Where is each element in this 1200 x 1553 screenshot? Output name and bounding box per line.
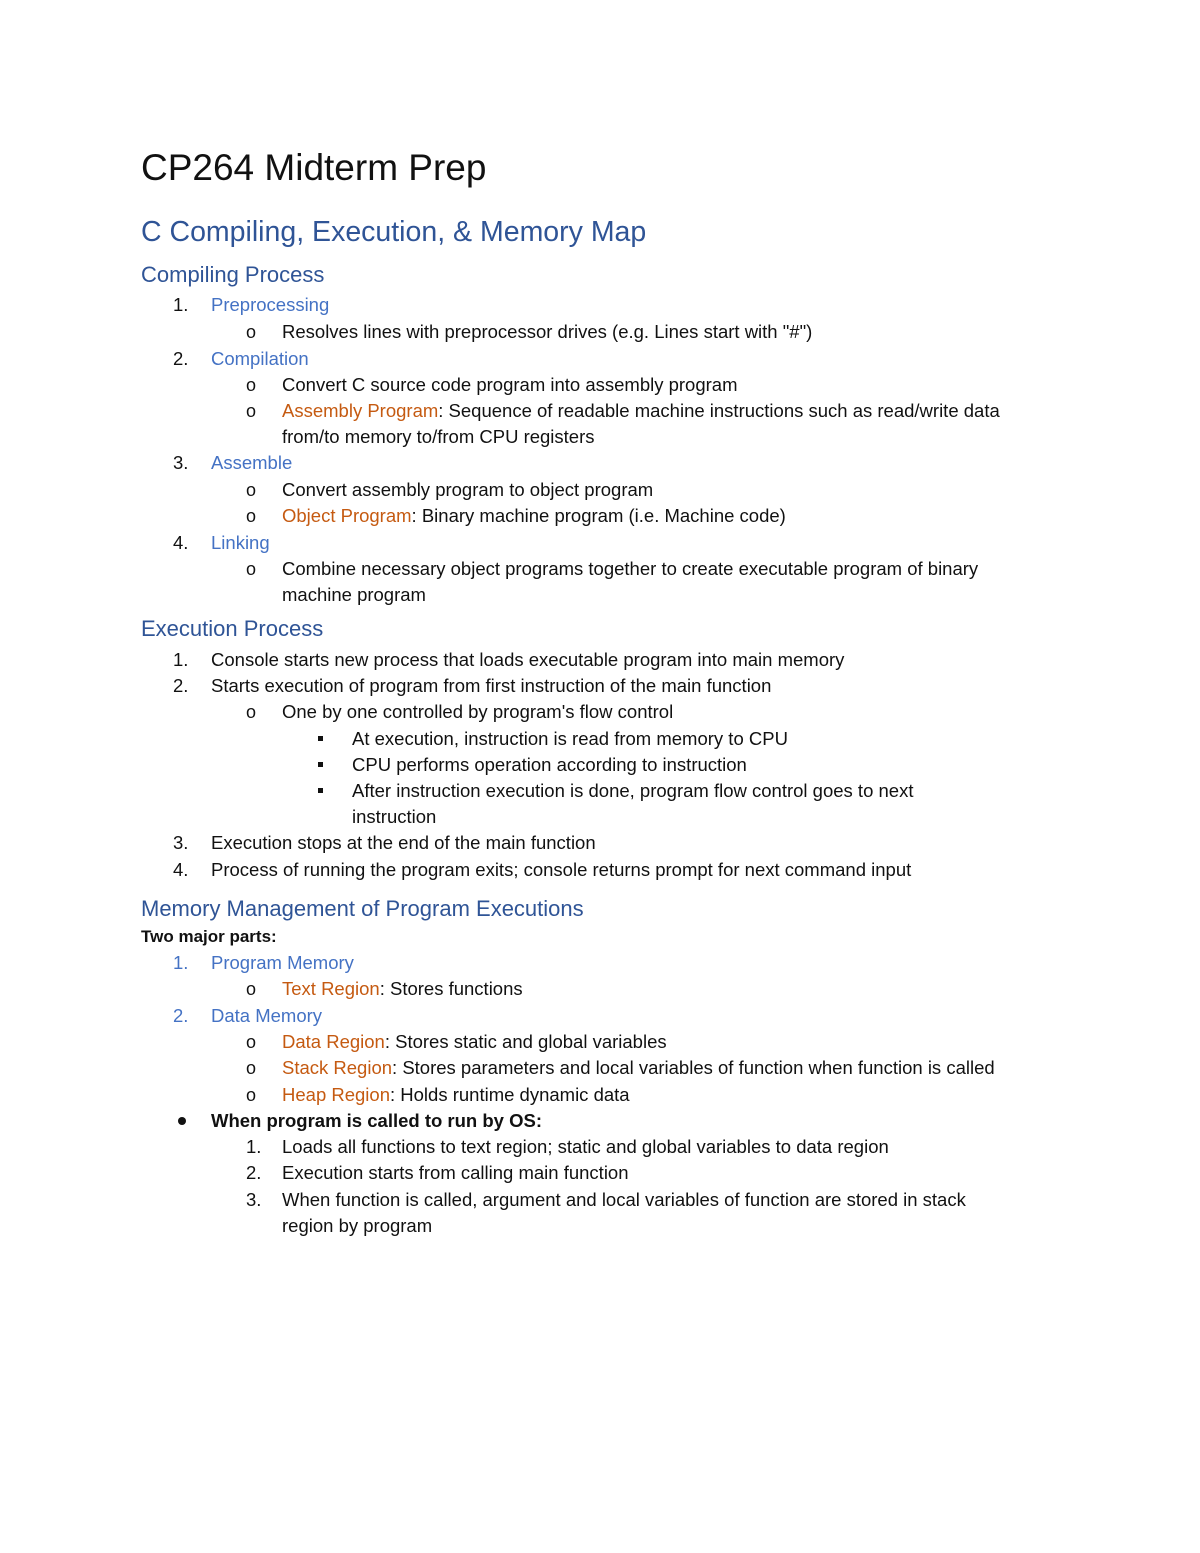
- compiling-heading: Compiling Process: [141, 262, 325, 287]
- section-heading: C Compiling, Execution, & Memory Map: [141, 216, 647, 248]
- step-label: Linking: [211, 532, 270, 553]
- bullet-icon: o: [246, 375, 257, 395]
- part-label: Data Memory: [211, 1005, 323, 1026]
- list-item: At execution, instruction is read from memory to CPU: [352, 728, 788, 749]
- list-item: Convert C source code program into assembly program: [282, 374, 738, 395]
- list-item-continuation: instruction: [352, 806, 437, 827]
- list-item: Process of running the program exits; console returns prompt for next command input: [211, 859, 912, 880]
- list-item: Convert assembly program to object program: [282, 479, 654, 500]
- list-item: [282, 1055, 995, 1081]
- list-item: Execution stops at the end of the main function: [211, 832, 596, 853]
- memory-heading: Memory Management of Program Executions: [141, 896, 584, 921]
- list-number: 3.: [173, 832, 189, 853]
- list-number: 3.: [246, 1189, 262, 1210]
- list-number: 3.: [173, 452, 189, 473]
- term-definition: : Stores static and global variables: [384, 1031, 667, 1052]
- bullet-icon: o: [246, 480, 257, 500]
- list-item: Resolves lines with preprocessor drives (e.g. Lines start with "#"): [282, 321, 813, 342]
- list-number: 1.: [173, 952, 189, 973]
- list-item: One by one controlled by program's flow control: [282, 701, 674, 722]
- list-item: [282, 503, 786, 529]
- bullet-icon: o: [246, 1085, 257, 1105]
- list-number: 1.: [246, 1136, 262, 1157]
- list-item: After instruction execution is done, program flow control goes to next: [352, 780, 914, 801]
- bullet-icon: o: [246, 506, 257, 526]
- list-item-continuation: machine program: [282, 584, 426, 605]
- step-label: Assemble: [211, 452, 293, 473]
- run-heading: When program is called to run by OS:: [211, 1110, 542, 1131]
- list-item: [282, 976, 523, 1002]
- list-number: 1.: [173, 294, 189, 315]
- list-number: 1.: [173, 649, 189, 670]
- term-definition: : Sequence of readable machine instructions such as read/write data: [438, 400, 1000, 421]
- term-label: Assembly Program: [282, 400, 439, 421]
- memory-intro: Two major parts:: [141, 927, 277, 946]
- list-number: 4.: [173, 532, 189, 553]
- term-label: Data Region: [282, 1031, 385, 1052]
- bullet-icon: o: [246, 1058, 257, 1078]
- term-label: Text Region: [282, 978, 380, 999]
- term-label: Stack Region: [282, 1057, 393, 1078]
- bullet-icon: o: [246, 1032, 257, 1052]
- list-item: CPU performs operation according to instruction: [352, 754, 747, 775]
- term-definition: : Holds runtime dynamic data: [390, 1084, 630, 1105]
- list-item: Combine necessary object programs together to create executable program of binary: [282, 558, 979, 579]
- square-bullet-icon: [318, 762, 323, 767]
- bullet-icon: o: [246, 979, 257, 999]
- list-item-continuation: from/to memory to/from CPU registers: [282, 426, 595, 447]
- list-number: 2.: [173, 348, 189, 369]
- list-item: When function is called, argument and local variables of function are stored in stack: [282, 1189, 966, 1210]
- term-definition: : Binary machine program (i.e. Machine code): [411, 505, 786, 526]
- execution-heading: Execution Process: [141, 616, 324, 641]
- list-number: 2.: [173, 1005, 189, 1026]
- square-bullet-icon: [318, 736, 323, 741]
- list-item: Loads all functions to text region; static and global variables to data region: [282, 1136, 889, 1157]
- list-item: [282, 398, 1000, 424]
- step-label: Compilation: [211, 348, 309, 369]
- bullet-icon: o: [246, 322, 257, 342]
- page-title: CP264 Midterm Prep: [141, 147, 487, 188]
- square-bullet-icon: [318, 788, 323, 793]
- list-item: [282, 1029, 667, 1055]
- list-item: Console starts new process that loads executable program into main memory: [211, 649, 845, 670]
- list-item: Starts execution of program from first instruction of the main function: [211, 675, 772, 696]
- list-number: 2.: [246, 1162, 262, 1183]
- list-number: 2.: [173, 675, 189, 696]
- term-label: Object Program: [282, 505, 412, 526]
- bullet-icon: o: [246, 401, 257, 421]
- term-definition: : Stores parameters and local variables of function when function is called: [392, 1057, 995, 1078]
- term-definition: : Stores functions: [379, 978, 523, 999]
- bullet-icon: o: [246, 702, 257, 722]
- step-label: Preprocessing: [211, 294, 330, 315]
- list-number: 4.: [173, 859, 189, 880]
- bullet-icon: o: [246, 559, 257, 579]
- term-label: Heap Region: [282, 1084, 390, 1105]
- list-item-continuation: region by program: [282, 1215, 433, 1236]
- list-item: Execution starts from calling main function: [282, 1162, 629, 1183]
- part-label: Program Memory: [211, 952, 354, 973]
- list-item: [282, 1082, 630, 1108]
- bullet-dot-icon: [178, 1117, 186, 1125]
